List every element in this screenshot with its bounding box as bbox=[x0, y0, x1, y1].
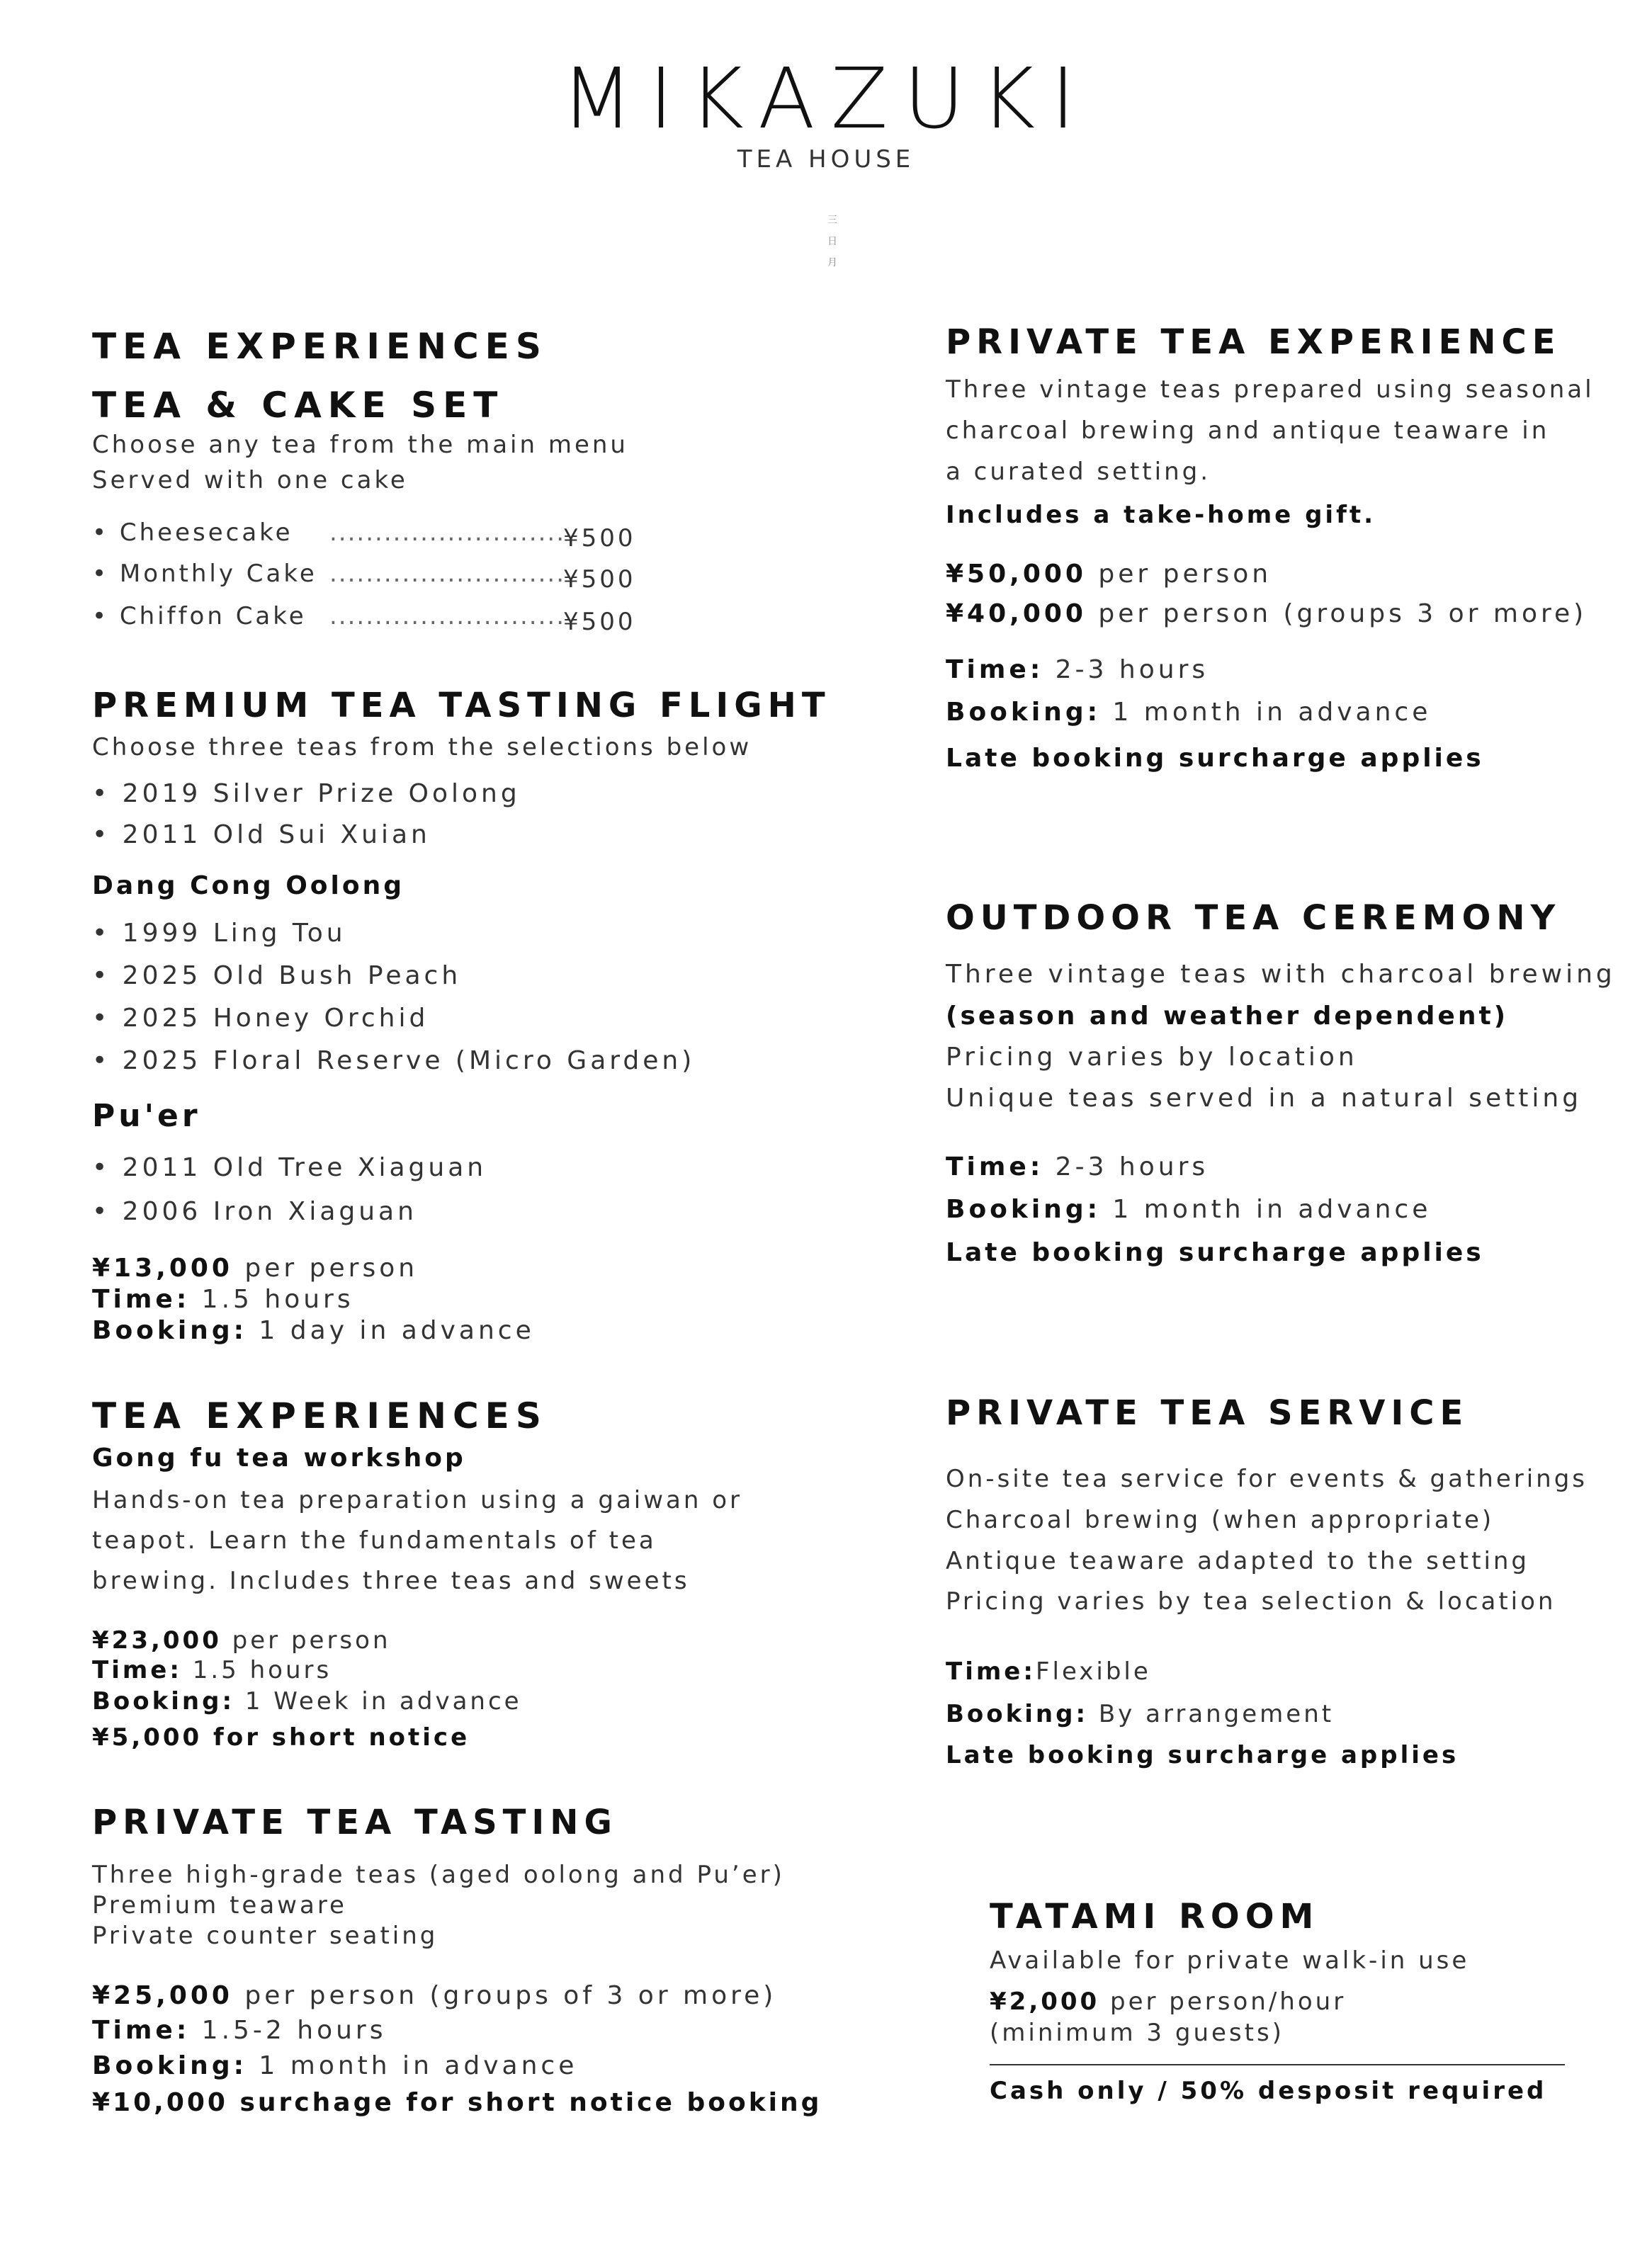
service-title: PRIVATE TEA SERVICE bbox=[946, 1393, 1469, 1433]
service-desc: Charcoal brewing (when appropriate) bbox=[946, 1506, 1495, 1534]
private-tasting-desc: Private counter seating bbox=[92, 1922, 439, 1950]
workshop-time: Time: 1.5 hours bbox=[92, 1656, 332, 1684]
outdoor-desc: Three vintage teas with charcoal brewing bbox=[946, 960, 1616, 989]
workshop-note: ¥5,000 for short notice bbox=[92, 1723, 470, 1752]
list-item: • 2011 Old Tree Xiaguan bbox=[92, 1153, 487, 1182]
workshop-desc: brewing. Includes three teas and sweets bbox=[92, 1567, 690, 1595]
flight-time: Time: 1.5 hours bbox=[92, 1285, 354, 1314]
leader-dots: .......................... bbox=[329, 560, 565, 588]
outdoor-title: OUTDOOR TEA CEREMONY bbox=[946, 898, 1561, 938]
private-experience-desc: charcoal brewing and antique teaware in bbox=[946, 416, 1550, 445]
flight-price: ¥13,000 per person bbox=[92, 1254, 419, 1283]
flight-booking: Booking: 1 day in advance bbox=[92, 1316, 535, 1345]
service-desc: On-site tea service for events & gatherings bbox=[946, 1465, 1588, 1493]
private-tasting-title: PRIVATE TEA TASTING bbox=[92, 1803, 618, 1842]
private-tasting-booking: Booking: 1 month in advance bbox=[92, 2051, 578, 2080]
section-heading-tea-experiences: TEA EXPERIENCES bbox=[92, 326, 548, 367]
workshop-title: Gong fu tea workshop bbox=[92, 1444, 466, 1473]
service-desc: Antique teaware adapted to the setting bbox=[946, 1547, 1530, 1575]
tatami-price: ¥2,000 per person/hour bbox=[990, 1988, 1347, 2016]
private-experience-note: Late booking surcharge applies bbox=[946, 744, 1484, 773]
tea-cake-title: TEA & CAKE SET bbox=[92, 385, 504, 426]
private-experience-desc: Three vintage teas prepared using seasonal bbox=[946, 375, 1595, 404]
outdoor-note: Late booking surcharge applies bbox=[946, 1238, 1484, 1267]
service-note: Late booking surcharge applies bbox=[946, 1741, 1459, 1769]
svg-text:三: 三 bbox=[827, 215, 837, 226]
cake-price: ¥500 bbox=[563, 565, 636, 594]
divider bbox=[990, 2064, 1565, 2065]
private-tasting-desc: Premium teaware bbox=[92, 1891, 347, 1920]
private-experience-title: PRIVATE TEA EXPERIENCE bbox=[946, 322, 1561, 362]
cake-item: • Chiffon Cake bbox=[92, 602, 307, 630]
flight-desc: Choose three teas from the selections below bbox=[92, 733, 752, 761]
outdoor-desc: Unique teas served in a natural setting bbox=[946, 1084, 1583, 1113]
flight-title: PREMIUM TEA TASTING FLIGHT bbox=[92, 686, 831, 725]
list-item: • 2025 Old Bush Peach bbox=[92, 961, 462, 990]
tatami-minimum: (minimum 3 guests) bbox=[990, 2019, 1284, 2047]
leader-dots: .......................... bbox=[329, 602, 565, 630]
brand-title: MIKAZUKI bbox=[560, 50, 1092, 147]
group-title-puer: Pu'er bbox=[92, 1098, 201, 1134]
workshop-desc: teapot. Learn the fundamentals of tea bbox=[92, 1526, 657, 1555]
outdoor-desc: Pricing varies by location bbox=[946, 1043, 1358, 1072]
svg-text:日: 日 bbox=[827, 236, 837, 247]
crescent-moon-logo bbox=[799, 195, 884, 287]
private-tasting-price: ¥25,000 per person (groups of 3 or more) bbox=[92, 1981, 777, 2010]
list-item: • 2011 Old Sui Xuian bbox=[92, 820, 431, 849]
cake-price: ¥500 bbox=[563, 524, 636, 552]
outdoor-weather: (season and weather dependent) bbox=[946, 1002, 1509, 1031]
workshop-price: ¥23,000 per person bbox=[92, 1626, 391, 1655]
private-experience-price-2: ¥40,000 per person (groups 3 or more) bbox=[946, 599, 1588, 628]
list-item: • 2019 Silver Prize Oolong bbox=[92, 779, 521, 808]
tatami-footer: Cash only / 50% desposit required bbox=[990, 2077, 1547, 2105]
cake-price: ¥500 bbox=[563, 608, 636, 636]
tatami-desc: Available for private walk-in use bbox=[990, 1946, 1470, 1975]
workshop-desc: Hands-on tea preparation using a gaiwan or bbox=[92, 1486, 743, 1514]
list-item: • 2025 Floral Reserve (Micro Garden) bbox=[92, 1046, 696, 1075]
service-desc: Pricing varies by tea selection & location bbox=[946, 1587, 1556, 1616]
private-experience-gift: Includes a take-home gift. bbox=[946, 501, 1376, 529]
private-experience-price-1: ¥50,000 per person bbox=[946, 560, 1272, 589]
svg-text:月: 月 bbox=[827, 257, 837, 268]
section-heading-tea-experiences-2: TEA EXPERIENCES bbox=[92, 1395, 548, 1436]
outdoor-booking: Booking: 1 month in advance bbox=[946, 1195, 1432, 1224]
private-experience-desc: a curated setting. bbox=[946, 458, 1211, 486]
private-tasting-desc: Three high-grade teas (aged oolong and Pu’er) bbox=[92, 1861, 785, 1889]
private-tasting-time: Time: 1.5-2 hours bbox=[92, 2016, 387, 2045]
service-time: Time:Flexible bbox=[946, 1657, 1151, 1686]
private-experience-booking: Booking: 1 month in advance bbox=[946, 698, 1432, 727]
tatami-title: TATAMI ROOM bbox=[990, 1897, 1320, 1937]
cake-item: • Monthly Cake bbox=[92, 560, 317, 588]
private-experience-time: Time: 2-3 hours bbox=[946, 655, 1209, 684]
tea-cake-desc-1: Choose any tea from the main menu bbox=[92, 431, 628, 459]
workshop-booking: Booking: 1 Week in advance bbox=[92, 1687, 522, 1716]
brand-subtitle: TEA HOUSE bbox=[737, 145, 915, 174]
service-booking: Booking: By arrangement bbox=[946, 1700, 1335, 1728]
cake-item: • Cheesecake bbox=[92, 518, 293, 547]
leader-dots: .......................... bbox=[329, 518, 565, 547]
private-tasting-note: ¥10,000 surchage for short notice booking bbox=[92, 2088, 822, 2117]
list-item: • 1999 Ling Tou bbox=[92, 919, 346, 948]
group-title-dang-cong: Dang Cong Oolong bbox=[92, 871, 404, 900]
list-item: • 2006 Iron Xiaguan bbox=[92, 1197, 417, 1226]
tea-cake-desc-2: Served with one cake bbox=[92, 466, 408, 494]
list-item: • 2025 Honey Orchid bbox=[92, 1004, 429, 1033]
outdoor-time: Time: 2-3 hours bbox=[946, 1152, 1209, 1181]
